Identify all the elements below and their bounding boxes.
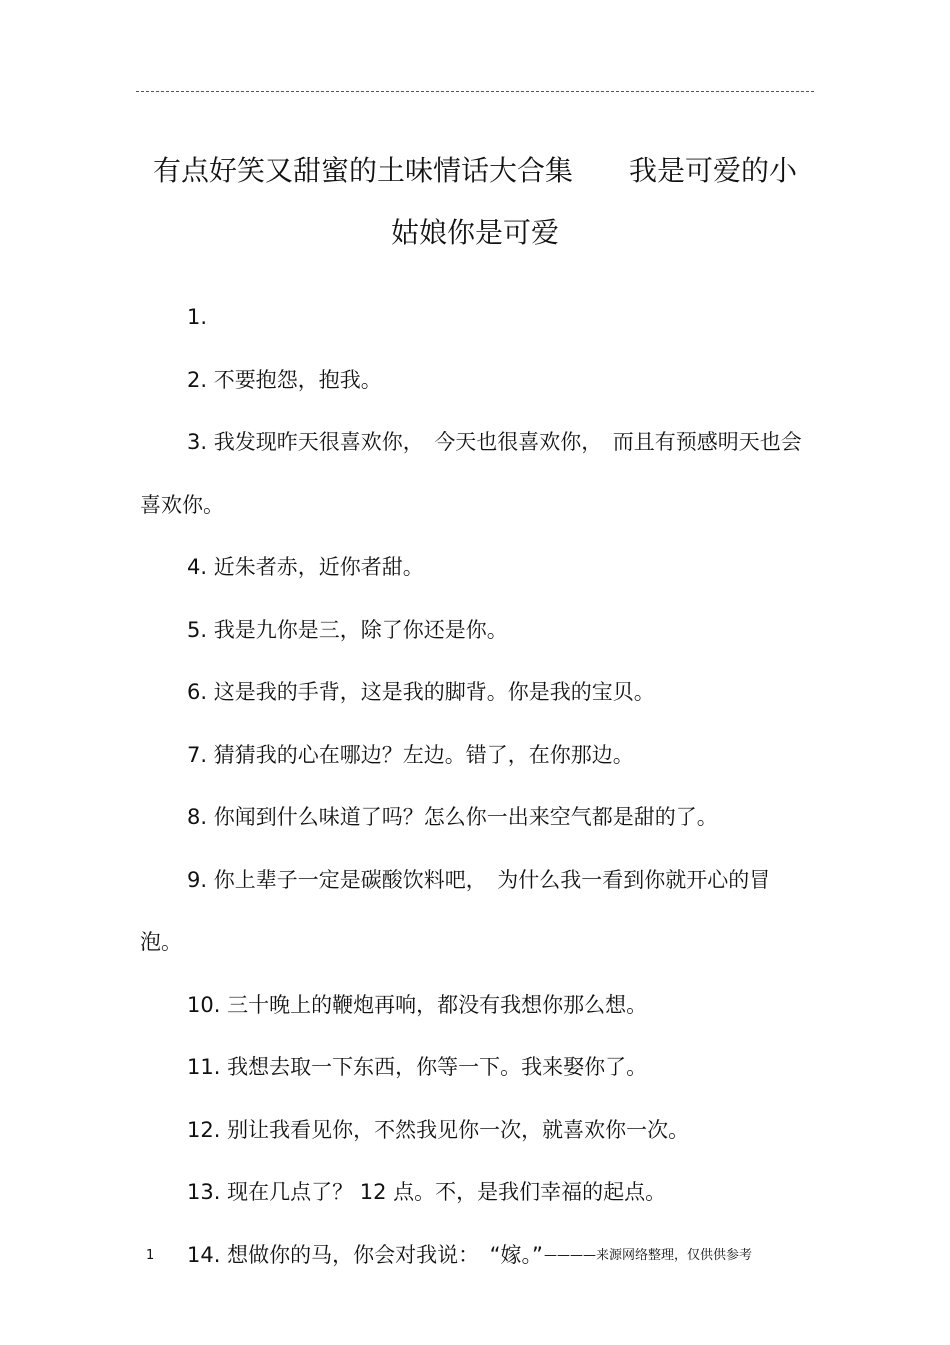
list-item: 8. 你闻到什么味道了吗？怎么你一出来空气都是甜的了。	[187, 805, 718, 829]
page-number: 1	[146, 1248, 155, 1263]
list-item: 3. 我发现昨天很喜欢你， 今天也很喜欢你， 而且有预感明天也会喜欢你。	[140, 430, 802, 517]
list-item: 9. 你上辈子一定是碳酸饮料吧， 为什么我一看到你就开心的冒泡。	[140, 867, 771, 954]
list-item: 10. 三十晚上的鞭炮再响，都没有我想你那么想。	[187, 992, 648, 1017]
list-item: 7. 猜猜我的心在哪边？左边。错了，在你那边。	[187, 742, 634, 767]
header-divider	[136, 91, 814, 92]
pickup-lines-list	[140, 286, 805, 1286]
list-item: 12. 别让我看见你，不然我见你一次，就喜欢你一次。	[187, 1117, 690, 1142]
list-item: 4. 近朱者赤，近你者甜。	[187, 555, 424, 579]
list-item: 6. 这是我的手背，这是我的脚背。你是我的宝贝。	[187, 680, 655, 704]
source-note: ————来源网络整理，仅供供参考	[543, 1248, 752, 1263]
list-item: 2. 不要抱怨，抱我。	[187, 367, 382, 392]
list-item: 13. 现在几点了？ 12 点。不，是我们幸福的起点。	[187, 1180, 667, 1204]
list-item: 5. 我是九你是三，除了你还是你。	[187, 617, 508, 642]
list-item: 11. 我想去取一下东西，你等一下。我来娶你了。	[187, 1055, 648, 1079]
document-title: 有点好笑又甜蜜的土味情话大合集 我是可爱的小姑娘你是可爱	[152, 154, 797, 249]
list-item: 14. 想做你的马，你会对我说： “嫁。”	[187, 1242, 543, 1267]
list-item: 1.	[187, 305, 208, 329]
